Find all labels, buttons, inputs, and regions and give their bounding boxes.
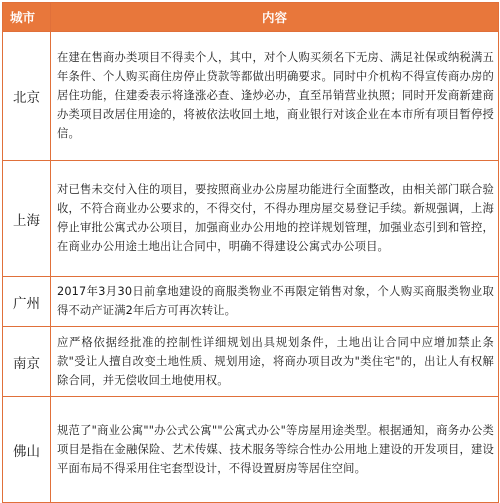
policy-table [2, 2, 499, 503]
content-cell: 2017年3月30日前拿地建设的商服类物业不再限定销售对象，个人购买商服类物业取得不动产证满2年后方可再次转让。 [51, 277, 499, 327]
city-cell: 上海 [3, 161, 51, 277]
content-cell: 在建在售商办类项目不得卖个人，其中，对个人购买须名下无房、满足社保或纳税满五年条件、个人购买商住房停止贷款等都做出明确要求。同时中介机构不得宣传商办房的居住功能，住建委表示将逢涨必查、逢炒必办，直至吊销营业执照；同时开发商新建商办类项目改居住用途的，将被依法收回土地，商业银行对该企业在本市所有项目暂停授信。 [51, 32, 499, 161]
table-header-row [3, 3, 499, 32]
table-row-foshan [3, 397, 499, 503]
table-row-nanjing [3, 327, 499, 397]
city-cell: 南京 [3, 327, 51, 397]
table-row-shanghai [3, 161, 499, 277]
content-cell: 规范了"商业公寓""办公式公寓""公寓式办公"等房屋用途类型。根据通知，商务办公类项目是指在金融保险、艺术传媒、技术服务等综合性办公用地上建设的开发项目，建设平面布局不得采用住宅套型设计，不得设置厨房等居住空间。 [51, 397, 499, 503]
city-cell: 广州 [3, 277, 51, 327]
table-row-beijing [3, 32, 499, 161]
city-cell: 佛山 [3, 397, 51, 503]
content-cell: 应严格依据经批准的控制性详细规划出具规划条件，土地出让合同中应增加禁止条款"受让人擅自改变土地性质、规划用途，将商办项目改为"类住宅"的，出让人有权解除合同，并无偿收回土地使用权。 [51, 327, 499, 397]
city-cell: 北京 [3, 32, 51, 161]
table-row-guangzhou [3, 277, 499, 327]
city-column-header: 城市 [3, 3, 51, 32]
content-cell: 对已售未交付入住的项目，要按照商业办公房屋功能进行全面整改，由相关部门联合验收，不符合商业办公要求的，不得交付，不得办理房屋交易登记手续。新规强调，上海停止审批公寓式办公项目，加强商业办公用地的控详规划管理，加强业态引到和管控，在商业办公用途土地出让合同中，明确不得建设公寓式办公项目。 [51, 161, 499, 277]
content-column-header: 内容 [51, 3, 499, 32]
